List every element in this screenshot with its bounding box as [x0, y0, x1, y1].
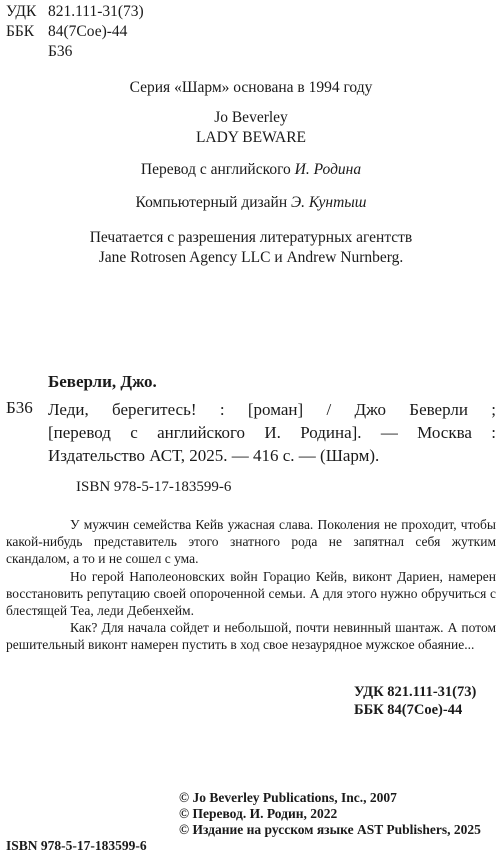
original-title: LADY BEWARE: [195, 129, 307, 146]
bottom-udk: УДК 821.111-31(73): [354, 684, 477, 700]
catalog-line-2: [перевод с английского И. Родина]. — Москва :: [48, 423, 496, 442]
bottom-bbk: ББК 84(7Сое)-44: [354, 702, 463, 718]
annotation: [6, 516, 496, 654]
series-line: Серия «Шарм» основана в 1994 году: [129, 79, 373, 96]
annotation-paragraph: У мужчин семейства Кейв ужасная слава. Поколения не проходит, чтобы какой-нибудь представитель этого знатного рода не запятнал себя жутким скандалом, а то и не сошел с ума.: [6, 517, 496, 567]
catalog-isbn: ISBN 978-5-17-183599-6: [76, 479, 232, 495]
translator-name: И. Родина: [294, 161, 362, 178]
translation-credit: [0, 160, 502, 180]
udk-label: УДК: [6, 3, 37, 20]
copyright-line: © Перевод. И. Родин, 2022: [179, 806, 338, 821]
catalog-description: [48, 398, 496, 467]
copyright-block: [179, 790, 481, 838]
catalog-line-1: Леди, берегитесь! : [роман] / Джо Беверли ;: [48, 400, 496, 419]
bbk-row: [6, 22, 144, 42]
bottom-isbn: ISBN 978-5-17-183599-6: [6, 838, 147, 853]
catalog-mark: Б36: [6, 398, 33, 417]
copyright-line: © Издание на русском языке AST Publishers, 2025: [179, 822, 481, 837]
bbk-label: ББК: [6, 23, 35, 40]
bottom-classification-codes: [354, 683, 476, 719]
design-credit: [0, 193, 502, 213]
original-author: Jo Beverley: [214, 109, 288, 126]
annotation-paragraph: Но герой Наполеоновских войн Горацио Кейв, виконт Дариен, намерен восстановить репутацию своей опороченной семьи. А для этого нужно обручиться с блестящей Теа, леди Дебенхейм.: [6, 568, 496, 619]
catalog-author-heading: Беверли, Джо.: [48, 372, 157, 391]
bbk-value: 84(7Сое)-44: [48, 23, 128, 40]
udk-row: [6, 2, 144, 22]
classification-codes: [6, 2, 144, 62]
design-prefix: Компьютерный дизайн: [135, 194, 288, 211]
annotation-paragraph: Как? Для начала сойдет и небольшой, почти невинный шантаж. А потом решительный виконт намерен пустить в ход свое незаурядное мужское обаяние...: [6, 620, 496, 653]
translation-prefix: Перевод с английского: [140, 161, 291, 178]
author-mark: Б36: [48, 43, 73, 60]
copyright-line: © Jo Beverley Publications, Inc., 2007: [179, 790, 397, 805]
permission-line-2: Jane Rotrosen Agency LLC и Andrew Nurnberg.: [98, 249, 404, 266]
permission-line-1: Печатается с разрешения литературных агентств: [89, 229, 413, 246]
designer-name: Э. Кунтыш: [291, 194, 367, 211]
udk-value: 821.111-31(73): [48, 3, 144, 20]
catalog-line-3: Издательство АСТ, 2025. — 416 с. — (Шарм).: [48, 446, 380, 465]
